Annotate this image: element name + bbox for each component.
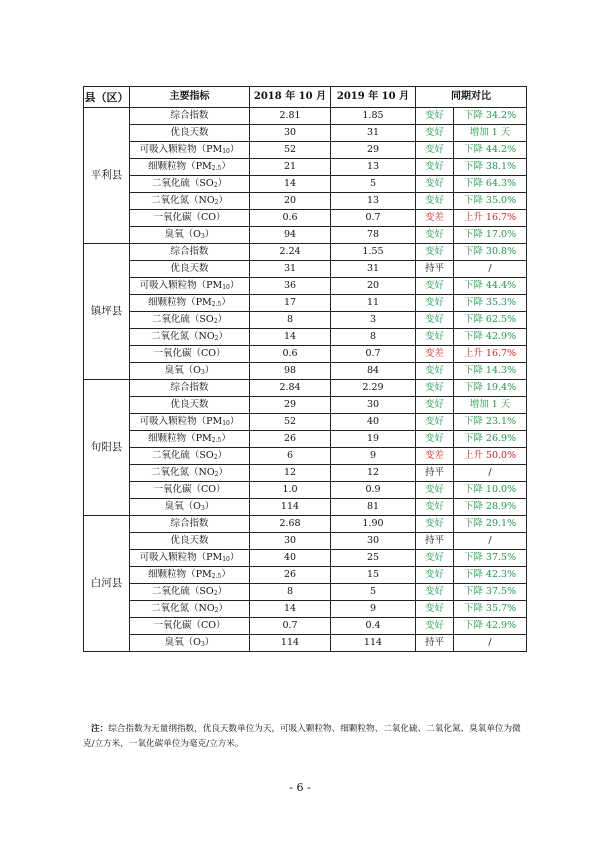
indicator-name [130, 584, 250, 601]
indicator-subscript: 3 [200, 369, 205, 376]
indicator-suffix: ） [217, 178, 228, 189]
table-row [84, 499, 527, 516]
indicator-label: 细颗粒物（PM [148, 433, 212, 444]
note-label: 注： [91, 724, 109, 734]
value-2018: 14 [250, 176, 331, 193]
indicator-subscript: 2.5 [211, 301, 222, 308]
status-text: 变好 [416, 159, 454, 176]
value-2019: 0.4 [331, 618, 416, 635]
indicator-label: 臭氧（O [164, 365, 201, 376]
indicator-name [130, 261, 250, 278]
indicator-subscript: 10 [222, 420, 230, 427]
indicator-label: 二氧化硫（SO [151, 450, 214, 461]
indicator-subscript: 3 [200, 505, 205, 512]
indicator-suffix: ） [229, 280, 240, 291]
value-2018: 30 [250, 533, 331, 550]
value-2019: 1.85 [331, 108, 416, 125]
county-name: 旬阳县 [84, 380, 130, 516]
value-2019: 19 [331, 431, 416, 448]
table-row [84, 380, 527, 397]
indicator-suffix: ） [221, 433, 231, 444]
note-text: 综合指数为无量纲指数，优良天数单位为天，可吸入颗粒物、细颗粒物、二氧化硫、二氧化氮、臭氧单位为微克/立方米，一氧化碳单位为毫克/立方米。 [83, 724, 521, 749]
indicator-subscript: 2 [213, 590, 218, 597]
value-2019: 5 [331, 584, 416, 601]
indicator-subscript: 10 [222, 284, 230, 291]
indicator-suffix: ） [218, 603, 228, 614]
table-row [84, 261, 527, 278]
indicator-suffix: ） [229, 552, 240, 563]
indicator-label: 优良天数 [170, 127, 209, 139]
value-2018: 17 [250, 295, 331, 312]
status-text: 变好 [416, 380, 454, 397]
value-2018: 2.81 [250, 108, 331, 125]
indicator-suffix: ） [204, 365, 215, 376]
table-body [84, 108, 527, 652]
indicator-name [130, 465, 250, 482]
indicator-label: 细颗粒物（PM [148, 161, 212, 172]
value-2019: 8 [331, 329, 416, 346]
change-text: 下降 37.5% [454, 550, 527, 567]
indicator-name [130, 329, 250, 346]
table-row [84, 482, 527, 499]
indicator-label: 细颗粒物（PM [148, 297, 212, 308]
status-text: 变差 [416, 346, 454, 363]
status-text: 变好 [416, 193, 454, 210]
table-row [84, 295, 527, 312]
change-text: 上升 16.7% [454, 210, 527, 227]
status-text: 变好 [416, 295, 454, 312]
table-row [84, 601, 527, 618]
value-2018: 0.6 [250, 346, 331, 363]
indicator-name [130, 193, 250, 210]
value-2019: 13 [331, 193, 416, 210]
table-row [84, 363, 527, 380]
value-2018: 21 [250, 159, 331, 176]
value-2018: 114 [250, 635, 331, 652]
indicator-name [130, 278, 250, 295]
value-2018: 8 [250, 312, 331, 329]
indicator-label: 二氧化硫（SO [151, 586, 214, 597]
table-header-row [84, 87, 527, 108]
indicator-label: 综合指数 [170, 518, 209, 530]
indicator-suffix: ） [204, 501, 215, 512]
value-2019: 0.9 [331, 482, 416, 499]
change-text: 下降 35.7% [454, 601, 527, 618]
status-text: 变好 [416, 482, 454, 499]
air-quality-table [83, 86, 527, 652]
value-2019: 13 [331, 159, 416, 176]
table-row [84, 159, 527, 176]
status-text: 变好 [416, 414, 454, 431]
header-2018: 2018 年 10 月 [250, 87, 331, 108]
indicator-label: 优良天数 [170, 263, 209, 275]
value-2018: 6 [250, 448, 331, 465]
table-row [84, 584, 527, 601]
value-2018: 29 [250, 397, 331, 414]
status-text: 变好 [416, 584, 454, 601]
status-text: 持平 [416, 261, 454, 278]
table-row [84, 346, 527, 363]
indicator-name [130, 533, 250, 550]
status-text: 变好 [416, 244, 454, 261]
value-2019: 31 [331, 125, 416, 142]
table-row [84, 533, 527, 550]
indicator-subscript: 10 [222, 556, 230, 563]
change-text: 下降 42.3% [454, 567, 527, 584]
indicator-name [130, 244, 250, 261]
value-2018: 52 [250, 414, 331, 431]
indicator-suffix: ） [204, 637, 215, 648]
status-text: 变好 [416, 142, 454, 159]
indicator-name [130, 346, 250, 363]
table-row [84, 567, 527, 584]
value-2018: 40 [250, 550, 331, 567]
value-2019: 30 [331, 397, 416, 414]
indicator-label: 一氧化碳（CO） [153, 212, 226, 224]
indicator-name [130, 567, 250, 584]
value-2018: 36 [250, 278, 331, 295]
value-2018: 0.6 [250, 210, 331, 227]
status-text: 变差 [416, 448, 454, 465]
status-text: 变好 [416, 176, 454, 193]
indicator-subscript: 2 [214, 335, 219, 342]
indicator-name [130, 618, 250, 635]
change-text: 下降 28.9% [454, 499, 527, 516]
value-2018: 30 [250, 125, 331, 142]
value-2019: 29 [331, 142, 416, 159]
table-row [84, 329, 527, 346]
status-text: 持平 [416, 635, 454, 652]
indicator-label: 综合指数 [170, 110, 209, 122]
status-text: 变好 [416, 550, 454, 567]
status-text: 持平 [416, 465, 454, 482]
status-text: 变好 [416, 125, 454, 142]
change-text: 下降 14.3% [454, 363, 527, 380]
indicator-name [130, 159, 250, 176]
table-row [84, 635, 527, 652]
value-2019: 114 [331, 635, 416, 652]
value-2019: 12 [331, 465, 416, 482]
indicator-label: 可吸入颗粒物（PM [139, 144, 223, 155]
indicator-label: 可吸入颗粒物（PM [139, 552, 223, 563]
indicator-name [130, 210, 250, 227]
status-text: 变好 [416, 278, 454, 295]
value-2019: 1.90 [331, 516, 416, 533]
indicator-suffix: ） [217, 586, 228, 597]
indicator-label: 二氧化氮（NO [151, 603, 215, 614]
table-row [84, 108, 527, 125]
indicator-suffix: ） [229, 416, 240, 427]
indicator-subscript: 2 [213, 182, 218, 189]
indicator-name [130, 227, 250, 244]
indicator-label: 一氧化碳（CO） [153, 484, 226, 496]
value-2018: 26 [250, 431, 331, 448]
table-row [84, 210, 527, 227]
table-row [84, 312, 527, 329]
indicator-name [130, 380, 250, 397]
value-2019: 40 [331, 414, 416, 431]
page-number: - 6 - [289, 781, 311, 794]
value-2019: 9 [331, 448, 416, 465]
indicator-suffix: ） [217, 450, 228, 461]
change-text: 下降 26.9% [454, 431, 527, 448]
value-2019: 5 [331, 176, 416, 193]
indicator-subscript: 2 [214, 471, 219, 478]
indicator-name [130, 516, 250, 533]
indicator-suffix: ） [221, 161, 231, 172]
value-2018: 20 [250, 193, 331, 210]
indicator-label: 臭氧（O [164, 637, 201, 648]
indicator-name [130, 482, 250, 499]
table-row [84, 278, 527, 295]
indicator-label: 优良天数 [170, 535, 209, 547]
status-text: 变好 [416, 567, 454, 584]
indicator-name [130, 431, 250, 448]
change-text: 下降 42.9% [454, 618, 527, 635]
indicator-subscript: 2.5 [211, 573, 222, 580]
header-indicator: 主要指标 [130, 87, 250, 108]
table-row [84, 465, 527, 482]
change-text: 下降 10.0% [454, 482, 527, 499]
value-2018: 2.24 [250, 244, 331, 261]
indicator-suffix: ） [218, 195, 228, 206]
indicator-label: 臭氧（O [164, 229, 201, 240]
indicator-label: 二氧化硫（SO [151, 178, 214, 189]
indicator-label: 可吸入颗粒物（PM [139, 280, 223, 291]
table-row [84, 227, 527, 244]
table-row [84, 193, 527, 210]
county-name: 镇坪县 [84, 244, 130, 380]
indicator-label: 优良天数 [170, 399, 209, 411]
change-text: 下降 38.1% [454, 159, 527, 176]
indicator-subscript: 2.5 [211, 165, 222, 172]
header-county: 县（区） [84, 87, 130, 108]
value-2019: 81 [331, 499, 416, 516]
value-2018: 94 [250, 227, 331, 244]
change-text: 下降 17.0% [454, 227, 527, 244]
change-text: 下降 62.5% [454, 312, 527, 329]
status-text: 变好 [416, 431, 454, 448]
status-text: 变好 [416, 312, 454, 329]
indicator-subscript: 3 [200, 641, 205, 648]
indicator-subscript: 2 [213, 318, 218, 325]
value-2019: 20 [331, 278, 416, 295]
indicator-suffix: ） [217, 314, 228, 325]
header-compare: 同期对比 [416, 87, 527, 108]
value-2019: 84 [331, 363, 416, 380]
indicator-subscript: 2 [214, 607, 219, 614]
table-row [84, 550, 527, 567]
change-text: 上升 50.0% [454, 448, 527, 465]
indicator-name [130, 601, 250, 618]
change-text: 下降 34.2% [454, 108, 527, 125]
table-row [84, 431, 527, 448]
value-2018: 12 [250, 465, 331, 482]
status-text: 变好 [416, 363, 454, 380]
change-text: / [454, 465, 527, 482]
indicator-name [130, 414, 250, 431]
value-2018: 1.0 [250, 482, 331, 499]
value-2019: 30 [331, 533, 416, 550]
table-row [84, 516, 527, 533]
indicator-subscript: 2.5 [211, 437, 222, 444]
change-text: 下降 29.1% [454, 516, 527, 533]
value-2019: 0.7 [331, 346, 416, 363]
change-text: 下降 35.0% [454, 193, 527, 210]
county-name: 平利县 [84, 108, 130, 244]
indicator-label: 综合指数 [170, 246, 209, 258]
value-2019: 78 [331, 227, 416, 244]
indicator-name [130, 363, 250, 380]
value-2018: 31 [250, 261, 331, 278]
indicator-label: 细颗粒物（PM [148, 569, 212, 580]
change-text: 增加 1 天 [454, 397, 527, 414]
value-2019: 31 [331, 261, 416, 278]
indicator-name [130, 550, 250, 567]
value-2018: 0.7 [250, 618, 331, 635]
indicator-label: 可吸入颗粒物（PM [139, 416, 223, 427]
value-2019: 3 [331, 312, 416, 329]
value-2018: 26 [250, 567, 331, 584]
value-2019: 9 [331, 601, 416, 618]
county-name: 白河县 [84, 516, 130, 652]
indicator-name [130, 125, 250, 142]
indicator-subscript: 2 [213, 454, 218, 461]
table-row [84, 448, 527, 465]
indicator-subscript: 2 [214, 199, 219, 206]
indicator-suffix: ） [221, 297, 231, 308]
change-text: 下降 42.9% [454, 329, 527, 346]
value-2018: 14 [250, 329, 331, 346]
indicator-label: 一氧化碳（CO） [153, 348, 226, 360]
change-text: 下降 64.3% [454, 176, 527, 193]
indicator-suffix: ） [221, 569, 231, 580]
status-text: 变好 [416, 516, 454, 533]
change-text: 下降 44.4% [454, 278, 527, 295]
status-text: 变好 [416, 108, 454, 125]
indicator-label: 综合指数 [170, 382, 209, 394]
table-row [84, 397, 527, 414]
indicator-name [130, 295, 250, 312]
change-text: 下降 19.4% [454, 380, 527, 397]
change-text: 上升 16.7% [454, 346, 527, 363]
value-2019: 2.29 [331, 380, 416, 397]
change-text: / [454, 635, 527, 652]
indicator-subscript: 3 [200, 233, 205, 240]
indicator-suffix: ） [218, 467, 228, 478]
indicator-label: 二氧化氮（NO [151, 467, 215, 478]
value-2019: 0.7 [331, 210, 416, 227]
indicator-label: 一氧化碳（CO） [153, 620, 226, 632]
change-text: / [454, 533, 527, 550]
indicator-label: 二氧化氮（NO [151, 195, 215, 206]
header-2019: 2019 年 10 月 [331, 87, 416, 108]
change-text: 下降 44.2% [454, 142, 527, 159]
table-row [84, 125, 527, 142]
indicator-name [130, 108, 250, 125]
value-2019: 25 [331, 550, 416, 567]
change-text: 下降 30.8% [454, 244, 527, 261]
status-text: 变好 [416, 499, 454, 516]
indicator-name [130, 448, 250, 465]
table-row [84, 618, 527, 635]
value-2018: 52 [250, 142, 331, 159]
indicator-name [130, 312, 250, 329]
status-text: 变好 [416, 601, 454, 618]
indicator-name [130, 635, 250, 652]
indicator-suffix: ） [204, 229, 215, 240]
table-note [83, 722, 528, 752]
value-2019: 1.55 [331, 244, 416, 261]
change-text: 增加 1 天 [454, 125, 527, 142]
change-text: / [454, 261, 527, 278]
indicator-label: 二氧化氮（NO [151, 331, 215, 342]
indicator-suffix: ） [229, 144, 240, 155]
value-2019: 15 [331, 567, 416, 584]
value-2018: 114 [250, 499, 331, 516]
table-row [84, 244, 527, 261]
status-text: 变好 [416, 397, 454, 414]
status-text: 变好 [416, 618, 454, 635]
value-2018: 2.84 [250, 380, 331, 397]
indicator-subscript: 10 [222, 148, 230, 155]
indicator-name [130, 499, 250, 516]
change-text: 下降 35.3% [454, 295, 527, 312]
value-2018: 2.68 [250, 516, 331, 533]
status-text: 变好 [416, 329, 454, 346]
table-row [84, 414, 527, 431]
change-text: 下降 37.5% [454, 584, 527, 601]
indicator-suffix: ） [218, 331, 228, 342]
indicator-label: 臭氧（O [164, 501, 201, 512]
value-2018: 14 [250, 601, 331, 618]
table-row [84, 176, 527, 193]
indicator-name [130, 142, 250, 159]
indicator-name [130, 176, 250, 193]
value-2019: 11 [331, 295, 416, 312]
status-text: 持平 [416, 533, 454, 550]
table-row [84, 142, 527, 159]
status-text: 变好 [416, 227, 454, 244]
value-2018: 8 [250, 584, 331, 601]
indicator-name [130, 397, 250, 414]
status-text: 变差 [416, 210, 454, 227]
indicator-label: 二氧化硫（SO [151, 314, 214, 325]
value-2018: 98 [250, 363, 331, 380]
change-text: 下降 23.1% [454, 414, 527, 431]
